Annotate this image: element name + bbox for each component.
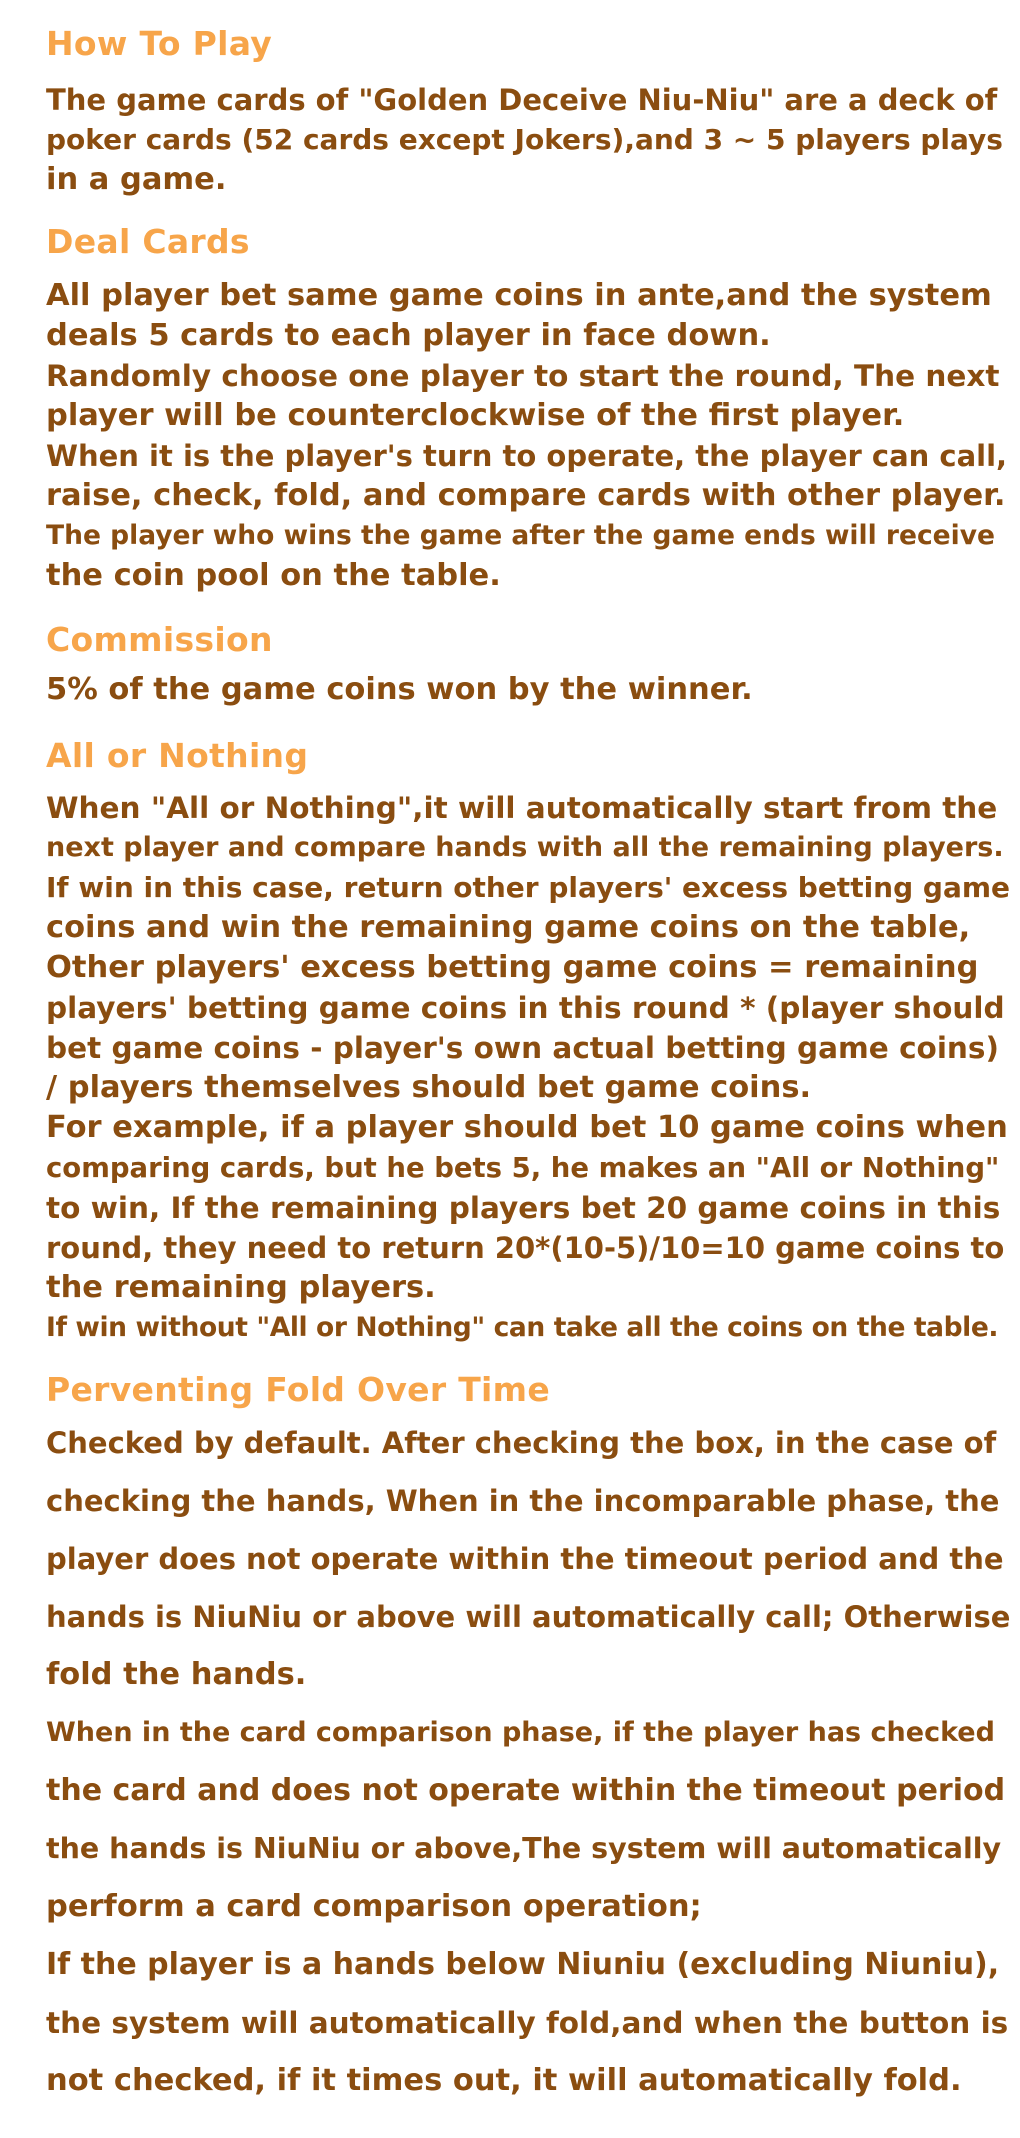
text-line: 5% of the game coins won by the winner.: [46, 672, 753, 707]
text-line: Checked by default. After checking the box, in the case of: [46, 1426, 997, 1460]
text-line: deals 5 cards to each player in face down.: [46, 318, 771, 353]
text-line: to win, If the remaining players bet 20 game coins in this: [46, 1191, 1001, 1225]
section-heading-commission: Commission: [46, 620, 273, 659]
section-body-deal-cards: [46, 276, 1007, 596]
text-line: When "All or Nothing",it will automatically start from the: [46, 791, 998, 825]
section-body-all-or-nothing: [46, 788, 1010, 1348]
text-line: the hands is NiuNiu or above,The system will automatically: [46, 1832, 1002, 1865]
text-line: For example, if a player should bet 10 game coins when: [46, 1110, 1008, 1145]
text-line: checking the hands, When in the incomparable phase, the: [46, 1484, 1000, 1518]
text-line: not checked, if it times out, it will automatically fold.: [46, 2063, 962, 2098]
text-line: bet game coins - player's own actual betting game coins): [46, 1031, 999, 1065]
text-line: Randomly choose one player to start the round, The next: [46, 359, 1000, 393]
section-body-commission: [46, 670, 753, 710]
section-body-how-to-play: [46, 80, 1003, 200]
text-line: perform a card comparison operation;: [46, 1889, 702, 1924]
text-line: The player who wins the game after the game ends will receive: [46, 520, 995, 551]
text-line: the card and does not operate within the timeout period: [46, 1773, 1006, 1808]
text-line: player does not operate within the timeout period and the: [46, 1542, 1004, 1576]
text-line: If win in this case, return other players' excess betting game: [46, 871, 1011, 904]
text-line: the remaining players.: [46, 1270, 436, 1305]
text-line: hands is NiuNiu or above will automatically call; Otherwise: [46, 1600, 1011, 1634]
text-line: When it is the player's turn to operate, the player can call,: [46, 439, 1008, 473]
text-line: / players themselves should bet game coins.: [46, 1070, 812, 1105]
text-line: raise, check, fold, and compare cards with other player.: [46, 478, 1006, 513]
section-body-preventing-fold: [46, 1414, 1010, 2110]
text-line: When in the card comparison phase, if the player has checked: [46, 1717, 995, 1748]
text-line: next player and compare hands with all the remaining players.: [46, 832, 1004, 863]
text-line: Other players' excess betting game coins = remaining: [46, 950, 979, 985]
text-line: coins and win the remaining game coins on the table,: [46, 910, 971, 945]
text-line: If the player is a hands below Niuniu (excluding Niuniu),: [46, 1947, 1000, 1982]
text-line: comparing cards, but he bets 5, he makes an "All or Nothing": [46, 1152, 1000, 1184]
section-heading-all-or-nothing: All or Nothing: [46, 736, 309, 775]
text-line: The game cards of "Golden Deceive Niu-Niu" are a deck of: [46, 83, 998, 117]
text-line: fold the hands.: [46, 1657, 307, 1692]
section-heading-how-to-play: How To Play: [46, 24, 273, 63]
text-line: poker cards (52 cards except Jokers),and 3 ~ 5 players plays: [46, 123, 1003, 156]
text-line: in a game.: [46, 162, 227, 197]
text-line: players' betting game coins in this round * (player should: [46, 991, 1005, 1025]
text-line: All player bet same game coins in ante,and the system: [46, 278, 992, 313]
text-line-note: If win without "All or Nothing" can take all the coins on the table.: [46, 1312, 999, 1343]
section-heading-preventing-fold: Perventing Fold Over Time: [46, 1370, 551, 1409]
section-heading-deal-cards: Deal Cards: [46, 222, 250, 261]
text-line: round, they need to return 20*(10-5)/10=10 game coins to: [46, 1231, 1005, 1265]
text-line: the coin pool on the table.: [46, 558, 501, 593]
text-line: player will be counterclockwise of the first player.: [46, 398, 905, 433]
text-line: the system will automatically fold,and when the button is: [46, 2006, 1009, 2040]
